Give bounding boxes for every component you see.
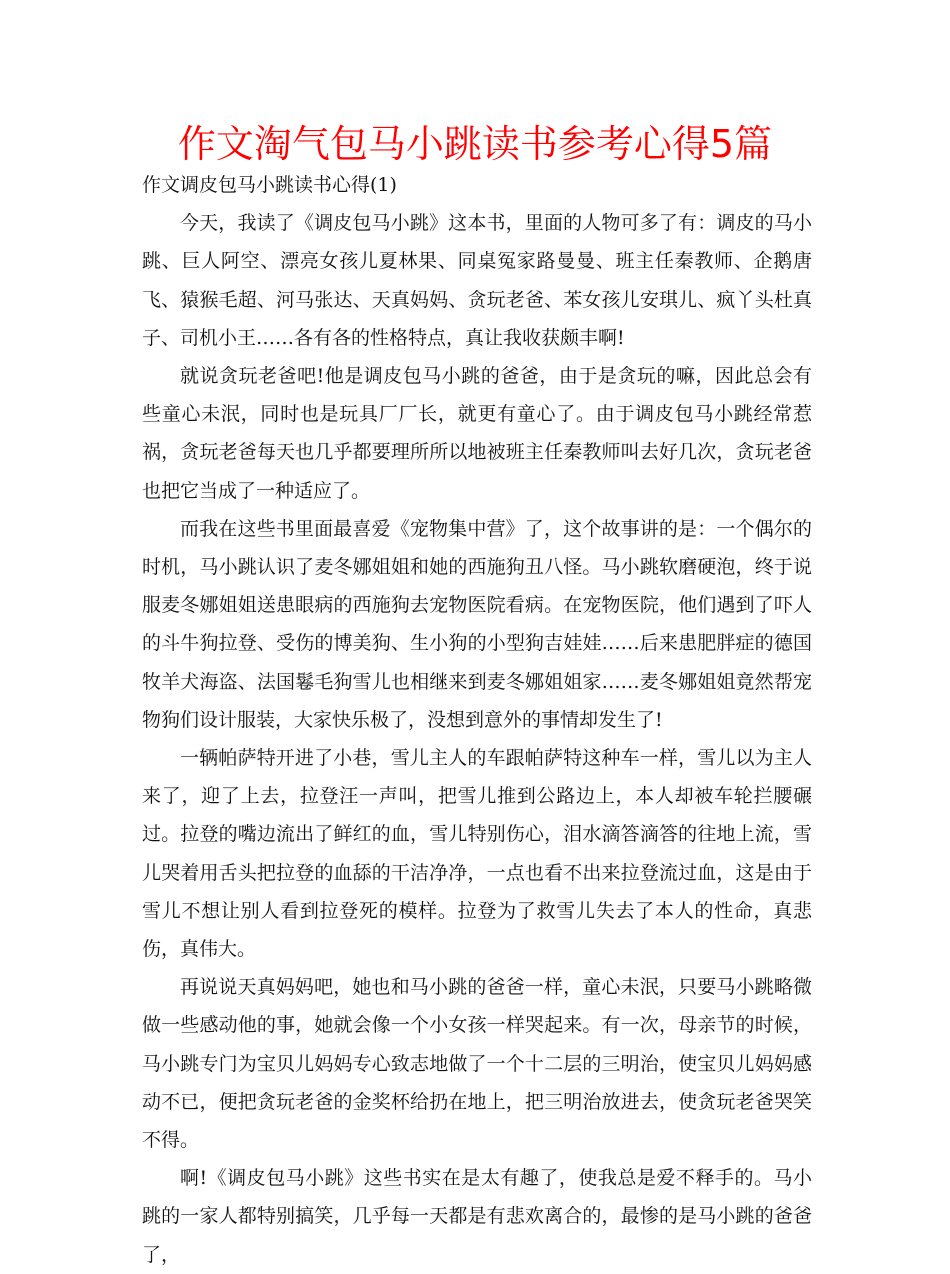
- paragraph: 再说说天真妈妈吧，她也和马小跳的爸爸一样，童心未泯，只要马小跳略微做一些感动他的事，她就会像一个小女孩一样哭起来。有一次，母亲节的时候，马小跳专门为宝贝儿妈妈专心致志地做了一个十二层的三明治，使宝贝儿妈妈感动不已，便把贪玩老爸的金奖杯给扔在地上，把三明治放进去，使贪玩老爸哭笑不得。: [142, 976, 812, 1152]
- document-title: 作文淘气包马小跳读书参考心得5篇: [177, 122, 773, 166]
- document-subtitle: 作文调皮包马小跳读书心得(1): [142, 174, 397, 196]
- paragraph: 啊!《调皮包马小跳》这些书实在是太有趣了，使我总是爱不释手的。马小跳的一家人都特别搞笑，几乎每一天都是有悲欢离合的，最惨的是马小跳的爸爸了，: [142, 1167, 812, 1266]
- paragraph: 今天，我读了《调皮包马小跳》这本书，里面的人物可多了有：调皮的马小跳、巨人阿空、漂亮女孩儿夏林果、同桌冤家路曼曼、班主任秦教师、企鹅唐飞、猿猴毛超、河马张达、天真妈妈、贪玩老爸、苯女孩儿安琪儿、疯丫头杜真子、司机小王……各有各的性格特点，真让我收获颇丰啊!: [142, 212, 812, 349]
- paragraph: 就说贪玩老爸吧!他是调皮包马小跳的爸爸，由于是贪玩的嘛，因此总会有些童心未泯，同时也是玩具厂厂长，就更有童心了。由于调皮包马小跳经常惹祸，贪玩老爸每天也几乎都要理所所以地被班主任秦教师叫去好几次，贪玩老爸也把它当成了一种适应了。: [142, 365, 812, 502]
- paragraph: 一辆帕萨特开进了小巷，雪儿主人的车跟帕萨特这种车一样，雪儿以为主人来了，迎了上去，拉登汪一声叫，把雪儿推到公路边上，本人却被车轮拦腰碾过。拉登的嘴边流出了鲜红的血，雪儿特别伤心，泪水滴答滴答的往地上流，雪儿哭着用舌头把拉登的血舔的干洁净净，一点也看不出来拉登流过血，这是由于雪儿不想让别人看到拉登死的模样。拉登为了救雪儿失去了本人的性命，真悲伤，真伟大。: [142, 747, 812, 961]
- paragraph: 而我在这些书里面最喜爱《宠物集中营》了，这个故事讲的是：一个偶尔的时机，马小跳认识了麦冬娜姐姐和她的西施狗丑八怪。马小跳软磨硬泡，终于说服麦冬娜姐姐送患眼病的西施狗去宠物医院看病。在宠物医院，他们遇到了吓人的斗牛狗拉登、受伤的博美狗、生小狗的小型狗吉娃娃……后来患肥胖症的德国牧羊犬海盗、法国鬈毛狗雪儿也相继来到麦冬娜姐姐家……麦冬娜姐姐竟然帮宠物狗们设计服装，大家快乐极了，没想到意外的事情却发生了!: [142, 517, 812, 731]
- document-body: [142, 166, 812, 1274]
